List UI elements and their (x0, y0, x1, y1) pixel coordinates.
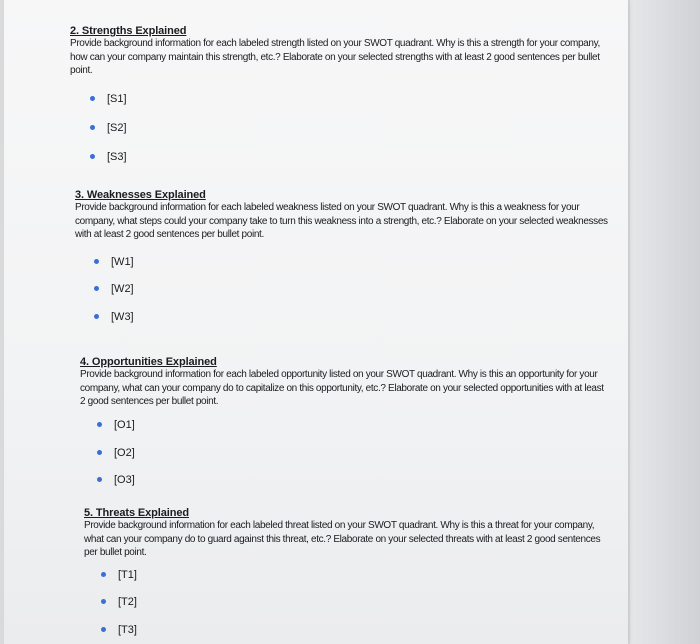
bullet-icon (101, 599, 106, 604)
item-label: [W2] (111, 283, 134, 295)
item-label: [W3] (111, 311, 134, 323)
list-item (97, 447, 135, 459)
item-label: [W1] (111, 256, 134, 268)
item-label: [T1] (118, 569, 137, 581)
bullet-icon (94, 286, 99, 291)
bullet-icon (94, 259, 99, 264)
item-label: [O3] (114, 474, 135, 486)
list-item (94, 311, 134, 323)
section-description: Provide background information for each labeled threat listed on your SWOT quadrant. Why is this a threat for your company, what can your company do to guard against this threat, etc.? Elaborate on your selected threats with at least 2 good sentences per bullet point. (84, 520, 601, 558)
section-opportunities (80, 356, 610, 409)
list-item (90, 93, 127, 105)
bullet-icon (94, 314, 99, 319)
item-label: [S3] (107, 151, 127, 163)
list-item (101, 596, 137, 608)
bullet-icon (97, 422, 102, 427)
list-item (101, 624, 137, 636)
section-heading: 3. Weaknesses Explained (75, 189, 206, 201)
bullet-icon (90, 125, 95, 130)
item-label: [T3] (118, 624, 137, 636)
item-label: [T2] (118, 596, 137, 608)
bullet-icon (97, 450, 102, 455)
item-label: [S1] (107, 93, 127, 105)
section-heading: 4. Opportunities Explained (80, 356, 217, 368)
section-description: Provide background information for each labeled strength listed on your SWOT quadrant. Why is this a strength for your company, how can your company maintain this strength, etc.? Elaborate on your selected strengths with at least 2 good sentences per bullet point. (70, 38, 600, 76)
section-description: Provide background information for each labeled opportunity listed on your SWOT quadrant. Why is this an opportunity for your company, what can your company do to capitalize on this opportunity, etc.? Elaborate on your selected opportunities with at least 2 good sentences per bullet point. (80, 369, 604, 407)
bullet-icon (90, 154, 95, 159)
section-heading: 5. Threats Explained (84, 507, 189, 519)
section-heading: 2. Strengths Explained (70, 25, 187, 37)
item-label: [O2] (114, 447, 135, 459)
bullet-icon (101, 627, 106, 632)
item-label: [O1] (114, 419, 135, 431)
item-label: [S2] (107, 122, 127, 134)
bullet-icon (101, 572, 106, 577)
bullet-icon (90, 96, 95, 101)
section-strengths (70, 25, 610, 78)
list-item (97, 419, 135, 431)
bullet-icon (97, 477, 102, 482)
list-item (97, 474, 135, 486)
section-weaknesses (75, 189, 610, 242)
list-item (90, 122, 127, 134)
list-item (101, 569, 137, 581)
section-description: Provide background information for each labeled weakness listed on your SWOT quadrant. Why is this a weakness for your company, what steps could your company take to turn this weakness into a strength, etc.? Elaborate on your selected weaknesses with at least 2 good sentences per bullet point. (75, 202, 608, 240)
background-edge (630, 0, 700, 644)
list-item (90, 151, 127, 163)
document-page (4, 0, 628, 644)
section-threats (84, 507, 610, 560)
list-item (94, 256, 134, 268)
list-item (94, 283, 134, 295)
